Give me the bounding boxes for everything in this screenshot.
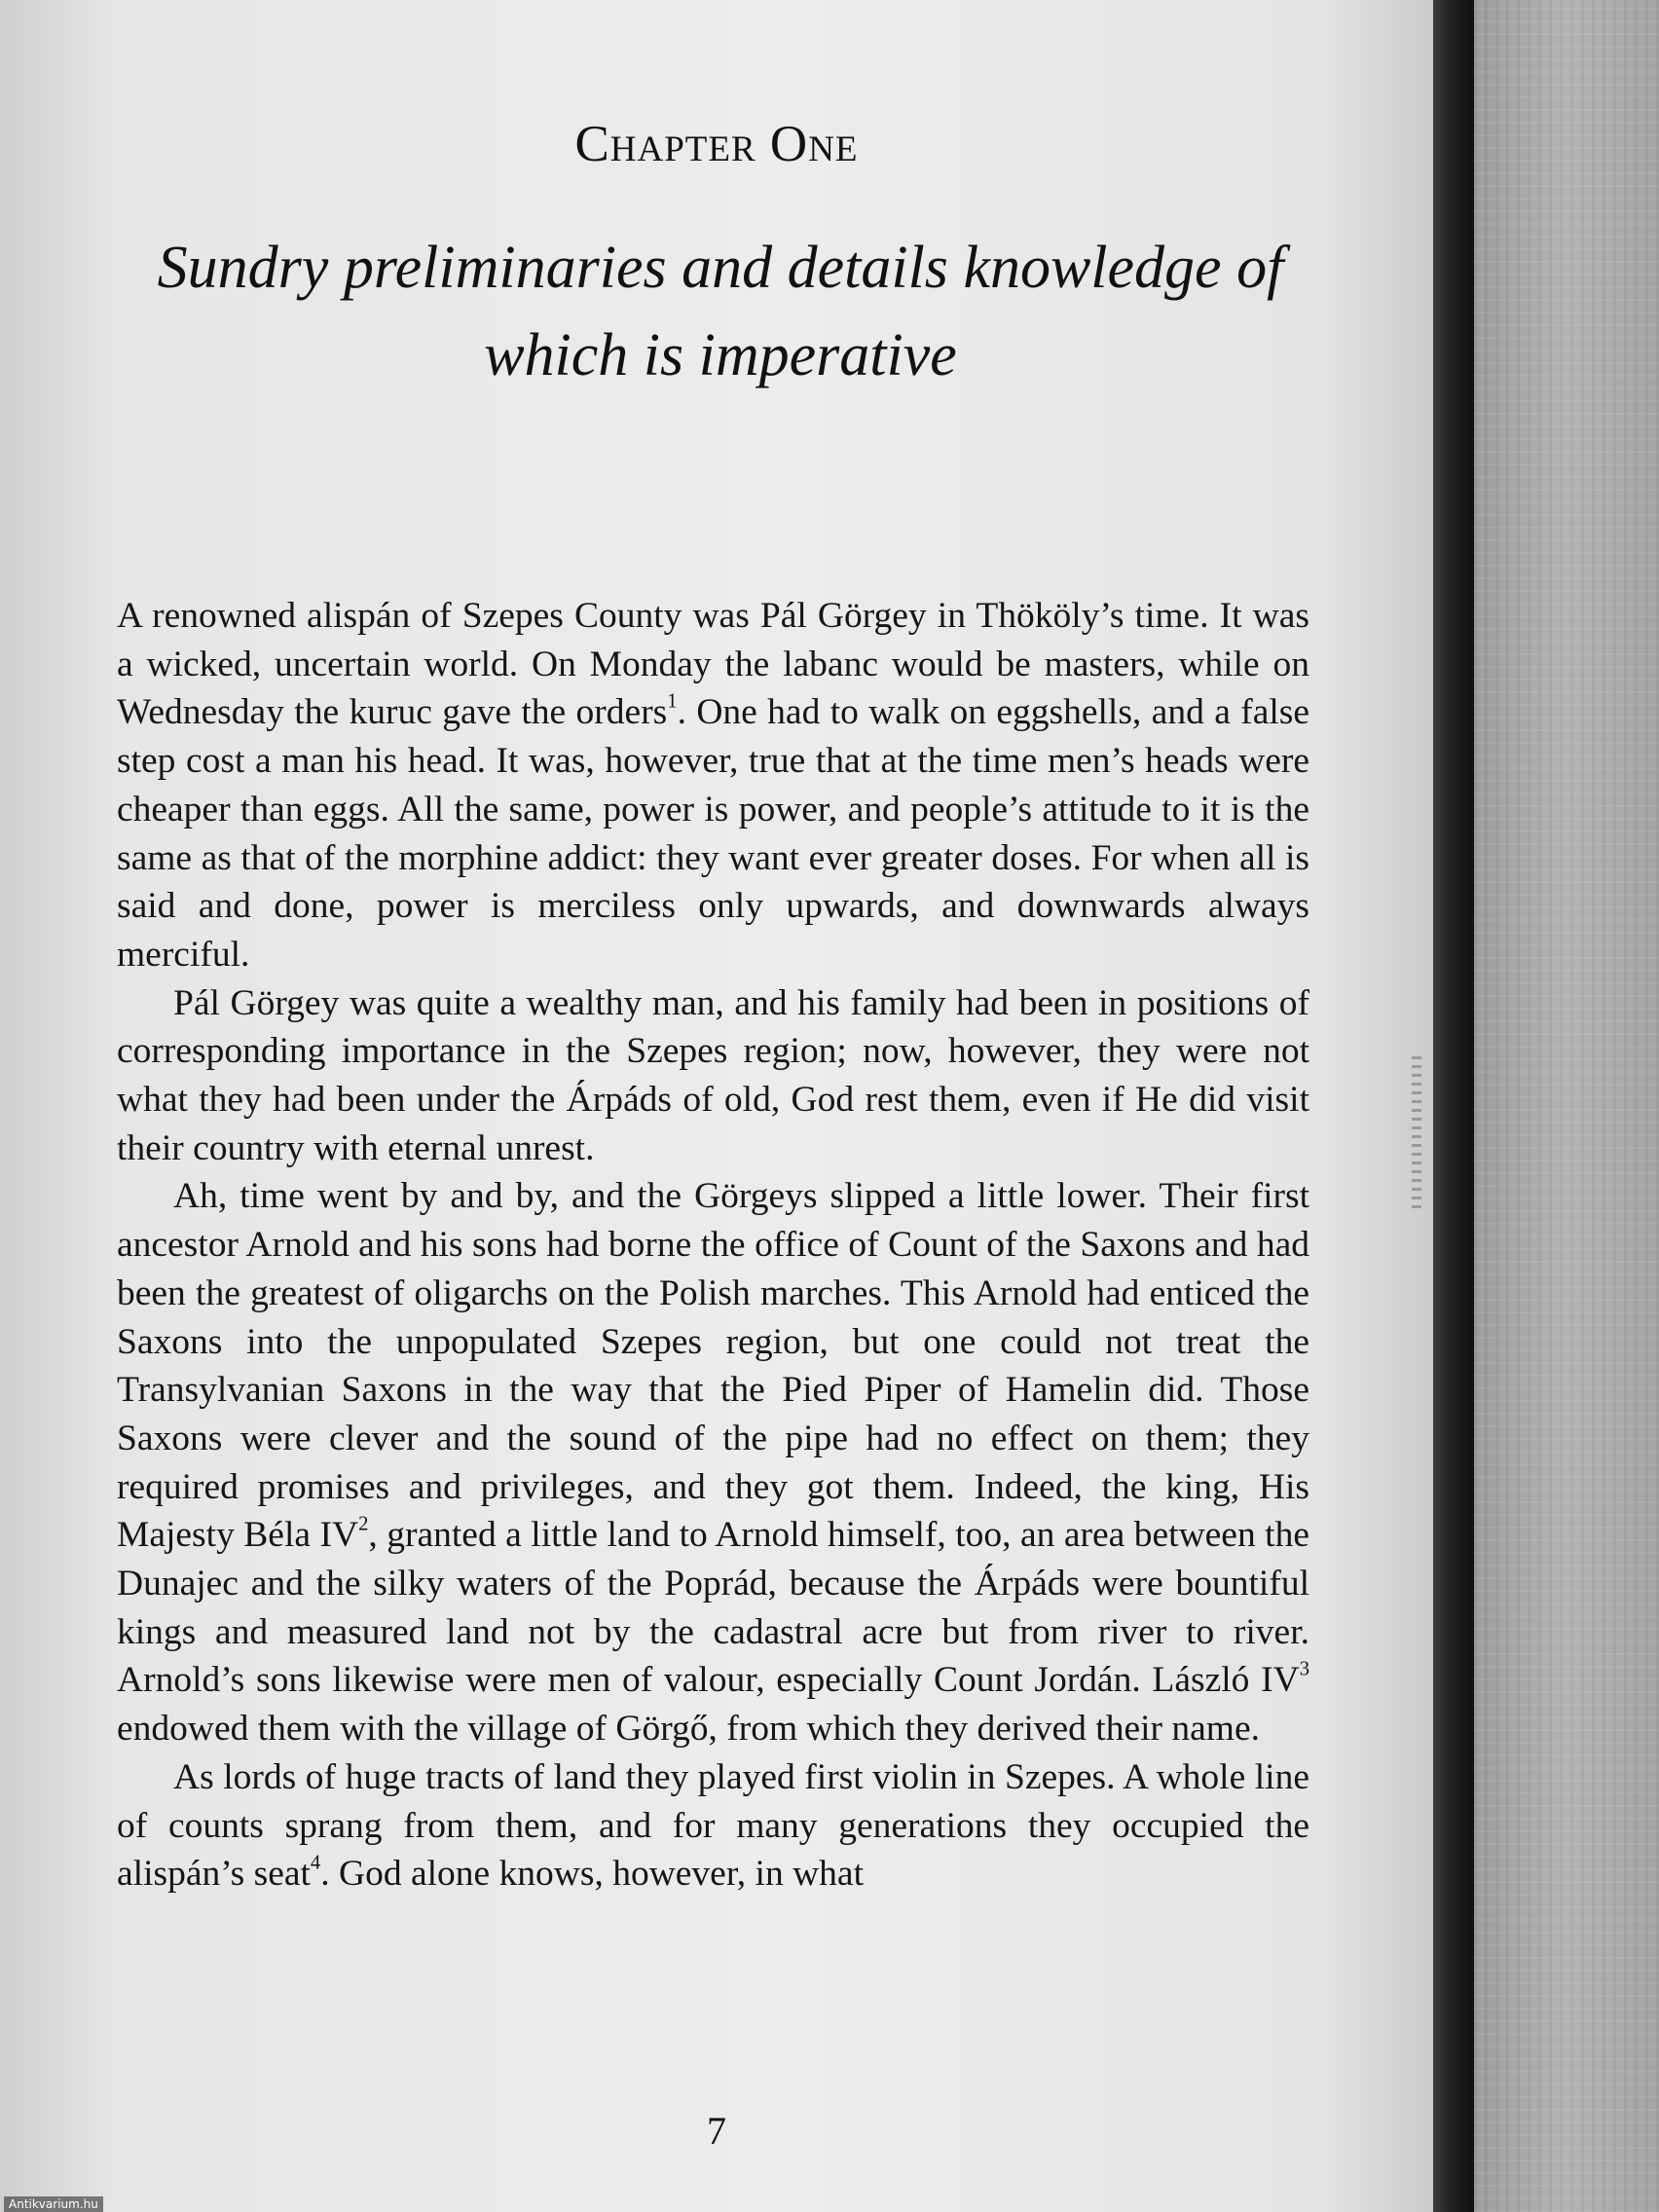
paragraph — [117, 1753, 1309, 1899]
text-run: . God alone knows, however, in what — [320, 1854, 864, 1895]
footnote-marker: 1 — [667, 690, 678, 713]
text-run: As lords of huge tracts of land they played first violin in Szepes. A whole line of counts sprang from them, and for many generations they occupied the alispán’s seat — [117, 1756, 1309, 1895]
paragraph — [117, 1172, 1309, 1752]
chapter-body — [117, 592, 1309, 1899]
background-surface — [1474, 0, 1659, 2212]
text-run: endowed them with the village of Görgő, from which they derived their name. — [117, 1709, 1260, 1750]
book-spine — [1433, 0, 1474, 2212]
text-run: , granted a little land to Arnold himself, too, an area between the Dunajec and the silky waters of the Poprád, because the Árpáds were bountiful kings and measured land not by the cadastral acre but from river to river. Arnold’s sons likewise were men of valour, especially Count Jordán. László IV — [117, 1515, 1309, 1701]
paragraph — [117, 592, 1309, 979]
paragraph — [117, 979, 1309, 1173]
text-run: Ah, time went by and by, and the Görgeys slipped a little lower. Their first ancestor Arnold and his sons had borne the office of Count of the Saxons and had been the greatest of oligarchs on the Polish marches. This Arnold had enticed the Saxons into the unpopulated Szepes region, but one could not treat the Transylvanian Saxons in the way that the Pied Piper of Hamelin did. Those Saxons were clever and the sound of the pipe had no effect on them; they required promises and privileges, and they got them. Indeed, the king, His Majesty Béla IV — [117, 1176, 1309, 1556]
text-run: A renowned alispán of Szepes County was Pál Görgey in Thököly’s time. It was a wicked, uncertain world. On Monday the labanc would be masters, while on Wednesday the kuruc gave the orders — [117, 596, 1309, 733]
chapter-label: Chapter One — [574, 116, 859, 172]
footnote-marker: 4 — [310, 1852, 321, 1874]
text-run: . One had to walk on eggshells, and a false step cost a man his head. It was, however, true that at the time men’s heads were cheaper than eggs. All the same, power is power, and people’s attitude to it is the same as that of the morphine addict: they want ever greater doses. For when all is said and done, power is merciless only upwards, and downwards always merciful. — [117, 692, 1309, 975]
chapter-title: Sundry preliminaries and details knowledge of which is imperative — [157, 235, 1284, 388]
text-run: Pál Görgey was quite a wealthy man, and his family had been in positions of corresponding importance in the Szepes region; now, however, they were not what they had been under the Árpáds of old, God rest them, even if He did visit their country with eternal unrest. — [117, 982, 1309, 1168]
binding-shadow — [1412, 1056, 1421, 1212]
footnote-marker: 3 — [1299, 1658, 1309, 1680]
page-number: 7 — [707, 2109, 726, 2153]
watermark: Antikvarium.hu — [4, 2196, 103, 2212]
footnote-marker: 2 — [358, 1513, 369, 1535]
